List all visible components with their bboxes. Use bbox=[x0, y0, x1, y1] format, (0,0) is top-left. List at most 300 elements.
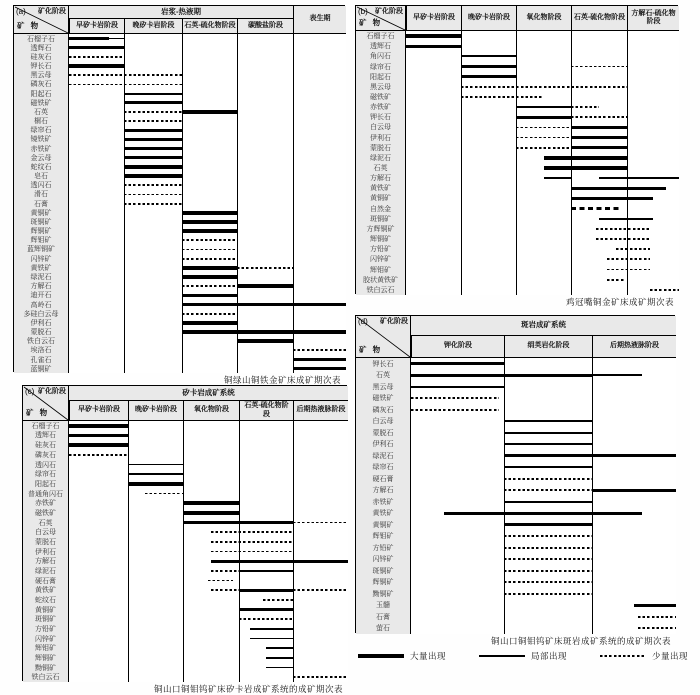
column-line bbox=[516, 31, 517, 295]
corner-bottom-label: 矿 物 bbox=[17, 21, 41, 31]
legend-label: 大量出现 bbox=[410, 651, 447, 661]
bar-segment bbox=[504, 489, 592, 491]
column-line bbox=[293, 421, 294, 682]
mineral-label: 白云母 bbox=[35, 529, 56, 537]
bar-segment bbox=[211, 570, 239, 572]
bar-segment bbox=[444, 512, 642, 515]
mineral-label: 透闪石 bbox=[35, 461, 56, 469]
mineral-label: 赤铁矿 bbox=[35, 500, 56, 508]
mineral-label: 闪锌矿 bbox=[372, 556, 394, 564]
mineral-label: 方解石 bbox=[30, 283, 52, 291]
mineral-label: 迪开石 bbox=[30, 292, 52, 300]
bar-segment bbox=[183, 521, 293, 524]
bar-segment bbox=[607, 279, 624, 281]
bar-segment bbox=[69, 424, 128, 427]
bar-segment bbox=[504, 547, 592, 549]
legend-label: 少量出现 bbox=[651, 651, 688, 661]
legend-item bbox=[479, 650, 567, 662]
bar-segment bbox=[571, 126, 627, 129]
bar-segment bbox=[293, 358, 346, 361]
mineral-label: 辉铜矿 bbox=[372, 579, 394, 587]
bar-segment bbox=[211, 531, 293, 533]
mineral-label: 伊利石 bbox=[30, 319, 52, 327]
column-line bbox=[461, 31, 462, 295]
legend-item bbox=[600, 650, 688, 662]
mineral-label: 黑云母 bbox=[30, 72, 52, 80]
mineral-label: 绿泥石 bbox=[370, 154, 391, 162]
mineral-label: 黄铁矿 bbox=[372, 510, 394, 518]
mineral-label: 石英 bbox=[376, 372, 390, 380]
corner-top-label: 矿化阶段 bbox=[380, 318, 408, 325]
mineral-label: 滑石 bbox=[34, 191, 48, 199]
column-line bbox=[237, 34, 238, 373]
column-line bbox=[293, 34, 294, 373]
bar-segment bbox=[504, 466, 592, 468]
mineral-label: 磁铁矿 bbox=[372, 395, 394, 403]
bar-segment bbox=[293, 349, 346, 351]
stage-header: 绢英岩化阶段 bbox=[504, 336, 592, 358]
mineral-label: 黄铜矿 bbox=[372, 521, 394, 529]
bar-segment bbox=[182, 229, 237, 232]
bar-segment bbox=[504, 501, 592, 503]
column-line bbox=[627, 31, 628, 295]
mineral-label: 黑云母 bbox=[372, 383, 394, 391]
bar-segment bbox=[293, 522, 348, 524]
panel-a bbox=[13, 5, 345, 386]
corner-top-label: 矿化阶段 bbox=[38, 388, 66, 395]
bar-segment bbox=[69, 434, 128, 437]
bar-segment bbox=[124, 174, 182, 177]
bar-segment bbox=[183, 511, 239, 514]
mineral-label: 辉钼矿 bbox=[35, 645, 56, 653]
mineral-label: 透辉石 bbox=[370, 43, 391, 51]
bar-segment bbox=[516, 106, 571, 108]
bar-segment bbox=[182, 110, 237, 113]
panel-caption: 鸡冠嘴铜金矿床成矿期次表 bbox=[565, 296, 674, 307]
mineral-label: 玉髓 bbox=[376, 602, 390, 610]
bar-segment bbox=[128, 482, 183, 485]
mineral-label: 榍石 bbox=[34, 118, 48, 126]
mineral-label: 方铅矿 bbox=[35, 625, 56, 633]
panel-table-b bbox=[355, 5, 678, 294]
bar-segment bbox=[411, 362, 504, 365]
mineral-label: 铁白云石 bbox=[366, 286, 395, 294]
panel-c bbox=[22, 385, 347, 695]
bar-segment bbox=[208, 580, 233, 582]
panel-table-c bbox=[22, 385, 347, 681]
stage-header: 晚矽卡岩阶段 bbox=[128, 401, 183, 421]
mineral-name-column bbox=[356, 31, 406, 295]
mineral-label: 绿帘石 bbox=[372, 464, 394, 472]
bar-segment bbox=[634, 604, 676, 607]
mineral-label: 蓝铜矿 bbox=[30, 365, 52, 373]
bar-segment bbox=[124, 184, 182, 186]
mineral-label: 绿帘石 bbox=[35, 471, 56, 479]
mineral-label: 钾长石 bbox=[370, 114, 391, 122]
mineral-label: 萤石 bbox=[376, 625, 390, 633]
mineral-label: 黄铜矿 bbox=[35, 606, 56, 614]
mineral-label: 自然金 bbox=[370, 205, 391, 213]
legend bbox=[358, 650, 688, 662]
bar-segment bbox=[516, 147, 571, 149]
mineral-label: 磷灰石 bbox=[30, 81, 52, 89]
mineral-label: 蒙脱石 bbox=[35, 538, 56, 546]
bar-segment bbox=[182, 294, 237, 297]
bar-segment bbox=[239, 608, 293, 611]
stage-header: 后期热液脉阶段 bbox=[293, 401, 348, 421]
mineral-name-column bbox=[14, 34, 69, 373]
mineral-label: 绿泥石 bbox=[35, 567, 56, 575]
bar-segment bbox=[516, 137, 571, 139]
mineral-label: 绿帘石 bbox=[30, 127, 52, 135]
panel-letter: (b) bbox=[358, 7, 368, 16]
mineral-label: 磁铁矿 bbox=[370, 93, 391, 101]
mineral-label: 白云母 bbox=[370, 124, 391, 132]
mineral-label: 方解石 bbox=[372, 487, 394, 495]
mineral-label: 辉钼矿 bbox=[370, 266, 391, 274]
mineral-label: 绿泥石 bbox=[30, 273, 52, 281]
mineral-label: 蒙脱石 bbox=[370, 144, 391, 152]
mineral-label: 蒙脱石 bbox=[30, 329, 52, 337]
bar-segment bbox=[504, 593, 592, 595]
column-line bbox=[571, 31, 572, 295]
bar-segment bbox=[69, 46, 124, 49]
bar-segment bbox=[504, 535, 592, 537]
bar-segment bbox=[406, 45, 461, 48]
bar-segment bbox=[182, 266, 237, 269]
mineral-label: 磁铁矿 bbox=[35, 509, 56, 517]
bar-segment bbox=[69, 64, 124, 67]
mineral-label: 阳起石 bbox=[35, 480, 56, 488]
bar-zone bbox=[69, 34, 346, 373]
mineral-label: 石英 bbox=[373, 165, 388, 172]
stage-header: 晚矽卡岩阶段 bbox=[124, 19, 182, 34]
mineral-label: 辉铜矿 bbox=[35, 654, 56, 662]
bar-segment bbox=[544, 177, 572, 179]
mineral-label: 黝铜矿 bbox=[35, 664, 56, 672]
mineral-label: 透闪石 bbox=[30, 182, 52, 190]
bar-segment bbox=[237, 284, 293, 287]
corner-cell bbox=[23, 386, 69, 421]
mineral-label: 硬石膏 bbox=[35, 577, 56, 585]
bar-segment bbox=[182, 303, 346, 306]
bar-segment bbox=[293, 589, 348, 591]
mineral-label: 伊利石 bbox=[35, 548, 56, 556]
bar-segment bbox=[571, 106, 599, 108]
mineral-label: 辉铜矿 bbox=[370, 236, 391, 244]
bar-segment bbox=[124, 101, 182, 104]
bar-segment bbox=[182, 239, 237, 241]
bar-segment bbox=[544, 156, 628, 159]
mineral-label: 角闪石 bbox=[370, 53, 391, 61]
bar-segment bbox=[211, 551, 293, 553]
bar-segment bbox=[406, 34, 461, 37]
stage-header: 早矽卡岩阶段 bbox=[69, 19, 124, 34]
mineral-label: 斑铜矿 bbox=[372, 567, 394, 575]
bar-zone bbox=[69, 421, 348, 682]
panel-letter: (d) bbox=[358, 317, 368, 326]
corner-top-label: 矿化阶段 bbox=[38, 8, 66, 15]
bar-segment bbox=[124, 138, 182, 141]
panel-letter: (a) bbox=[16, 7, 26, 16]
bar-segment bbox=[571, 197, 653, 200]
bar-segment bbox=[504, 443, 592, 445]
bar-segment bbox=[571, 66, 627, 68]
bar-segment bbox=[596, 238, 650, 240]
column-line bbox=[128, 421, 129, 682]
mineral-label: 石榴子石 bbox=[27, 35, 55, 43]
stage-header: 石英-硫化物阶段 bbox=[571, 6, 627, 31]
bar-segment bbox=[211, 589, 239, 591]
group-header: 岩浆-热液期 bbox=[69, 6, 293, 19]
mineral-label: 斑铜矿 bbox=[30, 218, 52, 226]
bar-segment bbox=[592, 489, 676, 492]
panel-d bbox=[355, 315, 675, 647]
mineral-label: 埃洛石 bbox=[30, 347, 52, 355]
bar-segment bbox=[128, 464, 183, 466]
legend-item bbox=[358, 650, 446, 662]
stage-header: 碳酸盐阶段 bbox=[237, 19, 293, 34]
corner-top-label: 矿化阶段 bbox=[375, 8, 403, 15]
bar-segment bbox=[266, 657, 293, 659]
bar-segment bbox=[124, 111, 182, 113]
bar-segment bbox=[182, 220, 237, 223]
bar-segment bbox=[599, 177, 679, 179]
mineral-label: 辉钼矿 bbox=[30, 237, 52, 245]
panel-caption: 铜山口铜钼钨矿床斑岩成矿系统的成矿期次表 bbox=[490, 636, 671, 646]
bar-segment bbox=[182, 330, 346, 333]
bar-segment bbox=[239, 589, 293, 592]
legend-label: 局部出现 bbox=[530, 651, 567, 661]
corner-bottom-label: 矿 物 bbox=[26, 408, 50, 418]
bar-segment bbox=[504, 581, 592, 583]
mineral-label: 阳起石 bbox=[30, 90, 52, 98]
mineral-label: 蒙脱石 bbox=[372, 429, 394, 437]
bar-segment bbox=[145, 493, 184, 495]
bar-segment bbox=[211, 541, 293, 543]
mineral-label: 高岭石 bbox=[30, 301, 52, 309]
bar-segment bbox=[607, 269, 650, 271]
stage-header: 钾化阶段 bbox=[411, 336, 504, 358]
mineral-label: 钾长石 bbox=[30, 63, 52, 71]
bar-segment bbox=[571, 136, 627, 139]
mineral-label: 方辉铜矿 bbox=[366, 225, 395, 233]
mineral-label: 硅灰石 bbox=[30, 53, 52, 61]
corner-cell bbox=[356, 6, 406, 31]
legend-sample-T bbox=[358, 654, 404, 657]
bar-segment bbox=[69, 84, 182, 86]
bar-segment bbox=[596, 228, 650, 230]
mineral-label: 石英 bbox=[38, 519, 53, 527]
bar-segment bbox=[182, 275, 237, 278]
panel-letter: (c) bbox=[25, 387, 35, 396]
bar-segment bbox=[461, 75, 516, 78]
bar-segment bbox=[461, 96, 544, 98]
bar-segment bbox=[592, 374, 642, 376]
bar-segment bbox=[69, 443, 128, 446]
mineral-label: 辉铜矿 bbox=[30, 228, 52, 236]
bar-segment bbox=[182, 258, 237, 260]
stage-header: 石英-硫化物阶段 bbox=[239, 401, 293, 421]
bar-segment bbox=[461, 86, 627, 88]
bar-segment bbox=[504, 570, 592, 572]
mineral-name-column bbox=[356, 358, 411, 634]
mineral-label: 闪锌矿 bbox=[370, 256, 391, 264]
bar-zone bbox=[411, 358, 676, 634]
mineral-label: 方铅矿 bbox=[370, 246, 391, 254]
mineral-label: 伊利石 bbox=[370, 134, 391, 142]
bar-segment bbox=[211, 560, 348, 563]
column-line bbox=[183, 421, 184, 682]
bar-segment bbox=[504, 454, 676, 457]
mineral-label: 硬石膏 bbox=[372, 475, 394, 483]
column-line bbox=[592, 358, 593, 634]
mineral-label: 蛇纹石 bbox=[35, 596, 56, 604]
bar-segment bbox=[266, 667, 293, 669]
mineral-label: 金云母 bbox=[30, 154, 52, 162]
mineral-label: 孔雀石 bbox=[30, 356, 52, 364]
mineral-label: 绿泥石 bbox=[372, 452, 394, 460]
group-header: 斑岩成矿系统 bbox=[411, 316, 676, 336]
mineral-label: 伊利石 bbox=[372, 441, 394, 449]
bar-segment bbox=[182, 285, 237, 287]
bar-zone bbox=[406, 31, 679, 295]
mineral-label: 绿帘石 bbox=[370, 63, 391, 71]
bar-segment bbox=[182, 211, 237, 214]
bar-segment bbox=[516, 127, 571, 129]
mineral-label: 白云母 bbox=[372, 418, 394, 426]
mineral-label: 多硅白云母 bbox=[23, 310, 59, 318]
bar-segment bbox=[599, 218, 653, 220]
bar-segment bbox=[69, 56, 124, 58]
mineral-label: 黄铁矿 bbox=[30, 264, 52, 272]
mineral-label: 赤铁矿 bbox=[372, 498, 394, 506]
mineral-label: 透辉石 bbox=[35, 432, 56, 440]
mineral-label: 石英 bbox=[34, 108, 48, 116]
mineral-label: 铁白云石 bbox=[27, 338, 55, 346]
mineral-label: 方铅矿 bbox=[372, 544, 394, 552]
mineral-label: 黄铜矿 bbox=[30, 209, 52, 217]
bar-segment bbox=[237, 267, 293, 269]
bar-segment bbox=[183, 501, 239, 504]
bar-segment bbox=[571, 187, 666, 190]
bar-segment bbox=[411, 374, 592, 377]
bar-segment bbox=[109, 38, 124, 40]
mineral-label: 磷灰石 bbox=[372, 406, 394, 414]
stage-header: 氧化物阶段 bbox=[516, 6, 571, 31]
mineral-label: 黄铜矿 bbox=[370, 195, 391, 203]
bar-segment bbox=[504, 558, 592, 560]
corner-cell bbox=[14, 6, 69, 34]
corner-bottom-label: 矿 物 bbox=[359, 18, 383, 28]
bar-segment bbox=[124, 120, 182, 122]
mineral-label: 镜铁矿 bbox=[30, 136, 52, 144]
mineral-label: 蛇纹石 bbox=[30, 163, 52, 171]
bar-segment bbox=[124, 93, 182, 95]
bar-segment bbox=[516, 116, 571, 119]
mineral-label: 硅灰石 bbox=[35, 442, 56, 450]
mineral-label: 黄铁矿 bbox=[370, 185, 391, 193]
mineral-label: 普通角闪石 bbox=[28, 490, 63, 498]
group-header: 矽卡岩成矿系统 bbox=[69, 386, 348, 401]
bar-segment bbox=[69, 37, 109, 40]
bar-segment bbox=[571, 116, 627, 118]
panel-caption: 铜山口铜钼钨矿床矽卡岩成矿系统的成矿期次表 bbox=[153, 684, 343, 695]
bar-segment bbox=[250, 628, 293, 630]
bar-segment bbox=[544, 166, 628, 169]
mineral-label: 方解石 bbox=[370, 175, 391, 183]
mineral-label: 石膏 bbox=[34, 200, 48, 208]
mineral-label: 铁白云石 bbox=[31, 674, 60, 682]
bar-segment bbox=[616, 248, 651, 250]
stage-header: 方解石-硫化物阶段 bbox=[627, 6, 679, 31]
mineral-label: 斑铜矿 bbox=[370, 215, 391, 223]
mineral-label: 斑铜矿 bbox=[35, 616, 56, 624]
bar-segment bbox=[607, 258, 650, 260]
mineral-label: 赤铁矿 bbox=[370, 104, 391, 112]
bar-segment bbox=[239, 618, 293, 620]
bar-segment bbox=[237, 339, 293, 342]
mineral-label: 辉钼矿 bbox=[372, 533, 394, 541]
corner-cell bbox=[356, 316, 411, 358]
bar-segment bbox=[638, 616, 676, 618]
bar-segment bbox=[128, 473, 183, 475]
bar-segment bbox=[124, 129, 182, 132]
bar-segment bbox=[504, 478, 592, 480]
bar-segment bbox=[411, 386, 504, 388]
mineral-label: 石膏 bbox=[376, 613, 390, 621]
bar-segment bbox=[293, 367, 346, 370]
mineral-label: 磷灰石 bbox=[35, 451, 56, 459]
bar-segment bbox=[504, 523, 592, 526]
mineral-label: 阳起石 bbox=[370, 73, 391, 81]
mineral-label: 皂石 bbox=[34, 173, 48, 181]
bar-segment bbox=[571, 146, 627, 149]
mineral-label: 赤铁矿 bbox=[30, 145, 52, 153]
mineral-name-column bbox=[23, 421, 69, 682]
bar-segment bbox=[124, 165, 182, 168]
bar-segment bbox=[69, 454, 128, 456]
bar-segment bbox=[124, 203, 182, 205]
mineral-label: 磁铁矿 bbox=[30, 99, 52, 107]
stage-header: 晚矽卡岩阶段 bbox=[461, 6, 516, 31]
corner-bottom-label: 矿 物 bbox=[359, 345, 383, 355]
stage-header: 早矽卡岩阶段 bbox=[69, 401, 128, 421]
mineral-label: 方解石 bbox=[35, 558, 56, 566]
bar-segment bbox=[182, 321, 237, 324]
legend-sample-D bbox=[600, 655, 646, 657]
bar-segment bbox=[239, 570, 293, 572]
bar-segment bbox=[124, 147, 182, 150]
panel-table-a bbox=[13, 5, 345, 372]
bar-segment bbox=[650, 289, 679, 291]
bar-segment bbox=[571, 207, 621, 210]
mineral-label: 黑云母 bbox=[370, 83, 391, 91]
bar-segment bbox=[411, 397, 499, 399]
panel-caption: 铜绿山铜铁金矿床成矿期次表 bbox=[223, 375, 341, 386]
bar-segment bbox=[124, 194, 182, 196]
bar-segment bbox=[411, 409, 499, 411]
stage-header: 氧化物阶段 bbox=[183, 401, 239, 421]
mineral-label: 黄铁矿 bbox=[35, 587, 56, 595]
mineral-label: 胶状黄铁矿 bbox=[363, 276, 398, 284]
bar-segment bbox=[461, 65, 516, 68]
stage-header: 表生期 bbox=[293, 6, 346, 34]
panel-table-d bbox=[355, 315, 675, 633]
mineral-label: 蓝辉铜矿 bbox=[27, 246, 55, 254]
bar-segment bbox=[504, 420, 592, 422]
stage-header: 早矽卡岩阶段 bbox=[406, 6, 461, 31]
